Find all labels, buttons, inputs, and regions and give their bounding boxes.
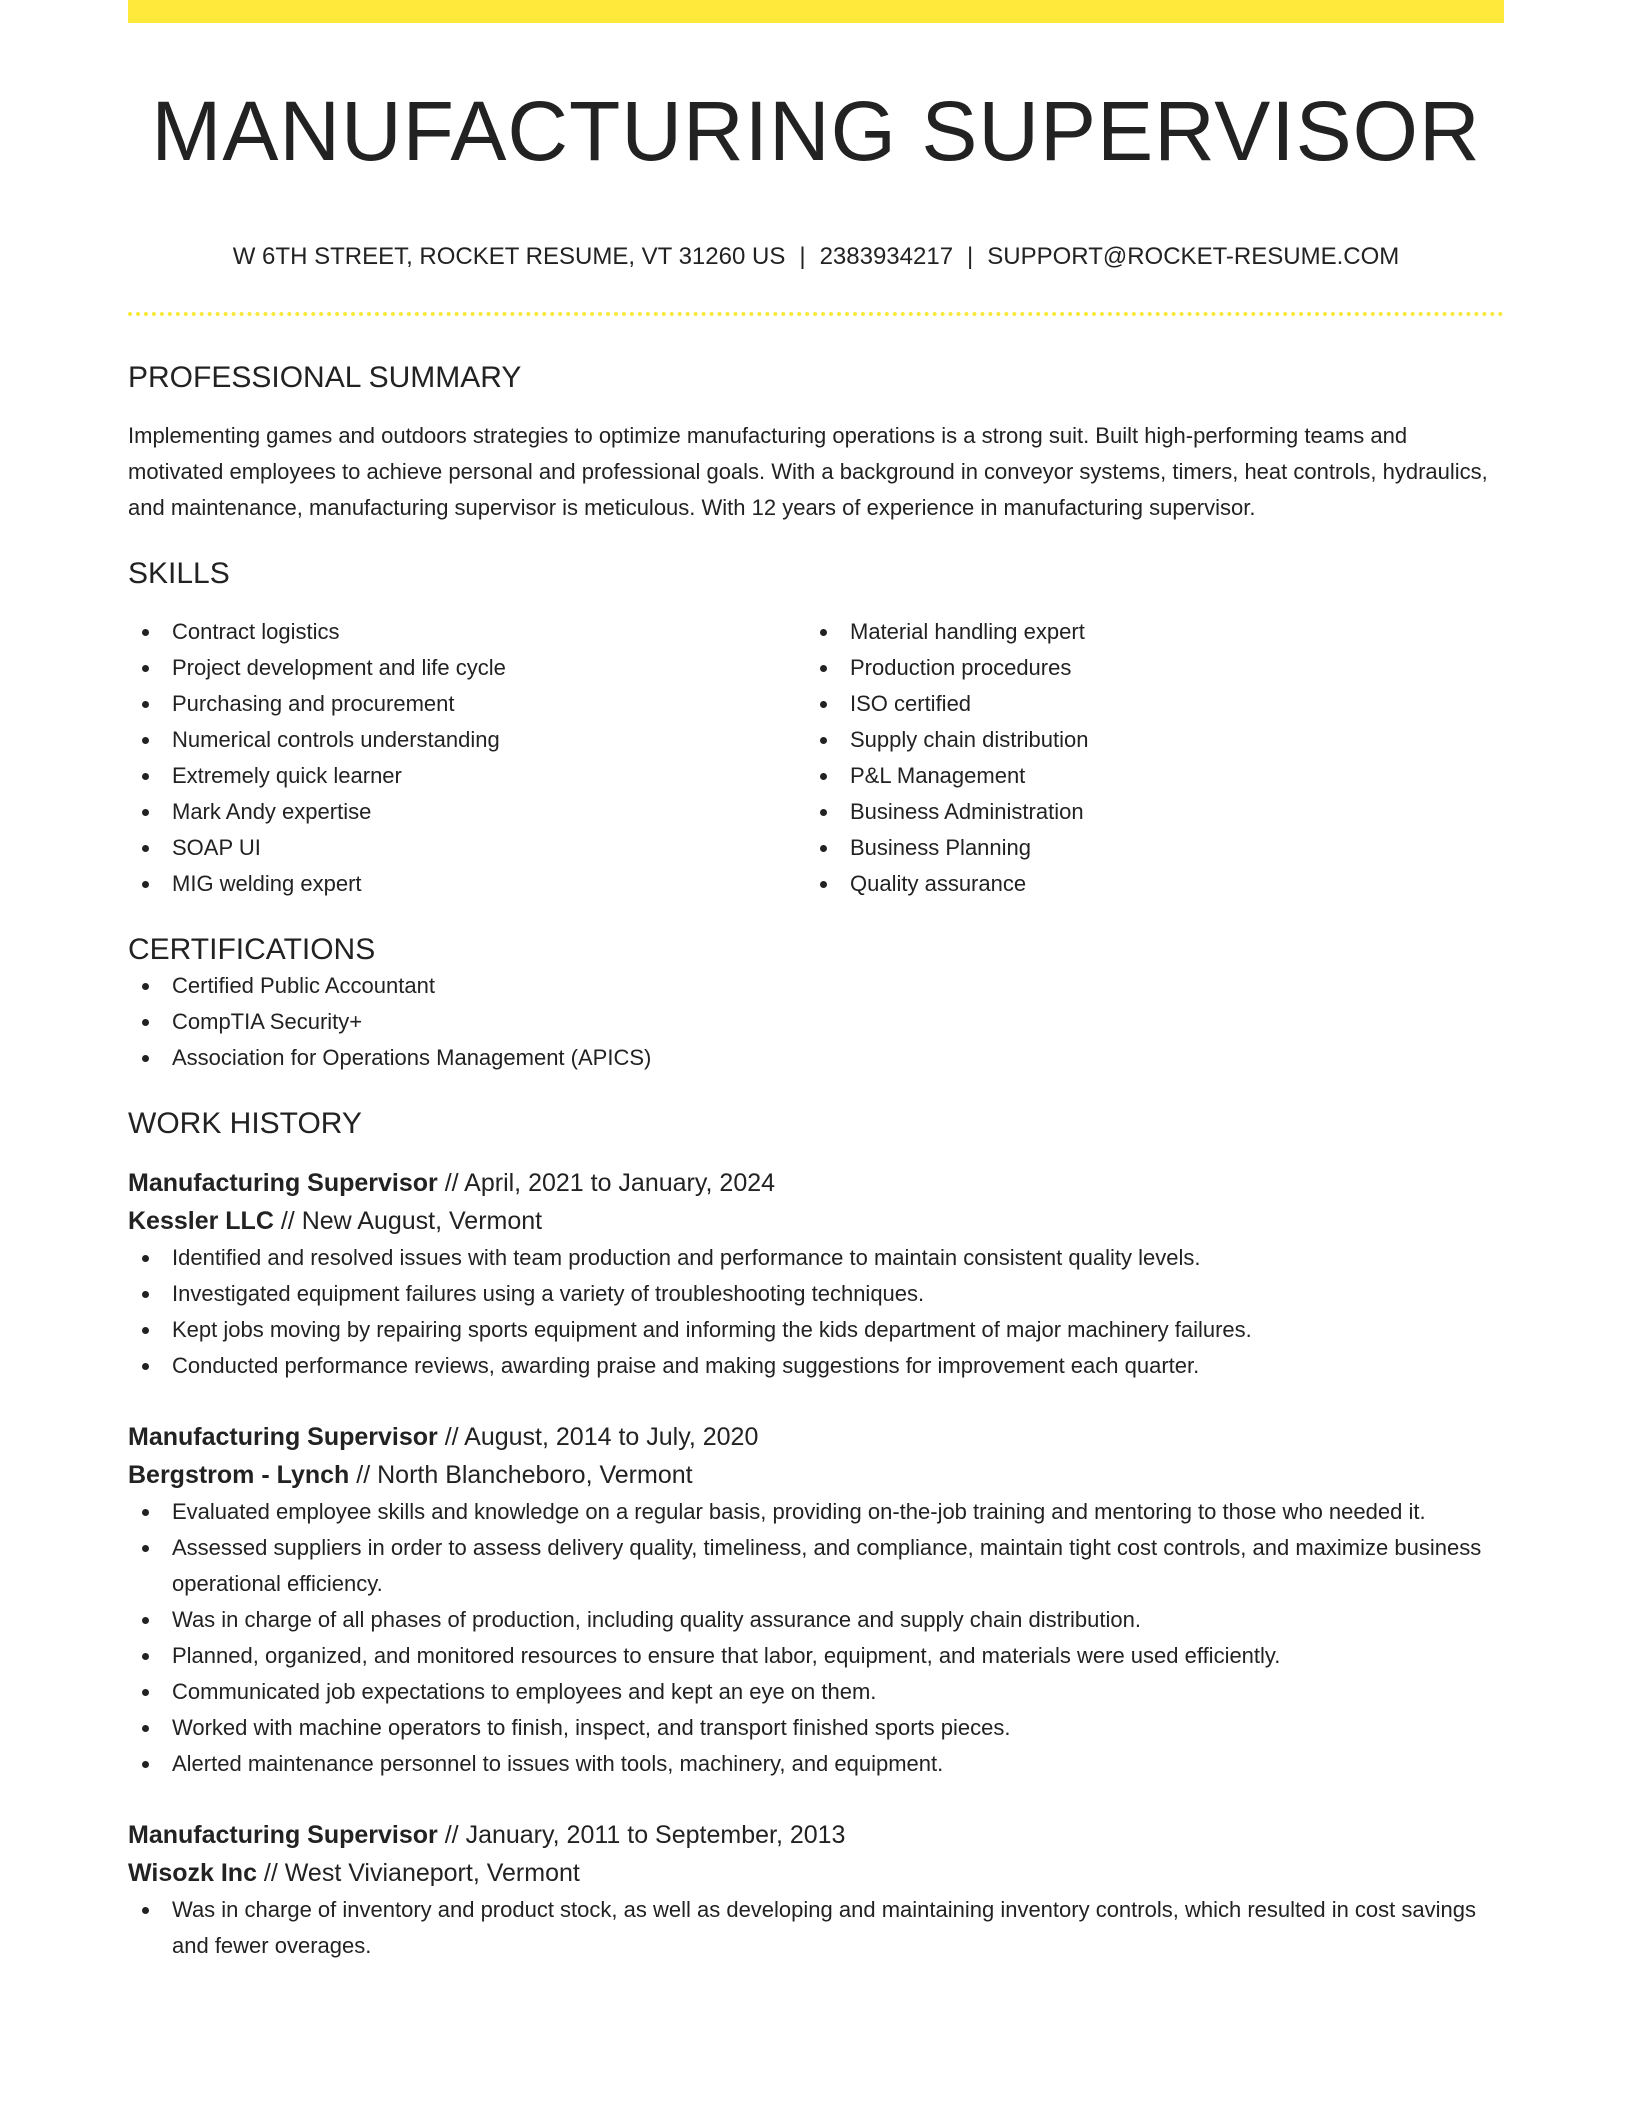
skills-list-right bbox=[806, 614, 1484, 902]
job-bullet: Identified and resolved issues with team production and performance to maintain consistent quality levels. bbox=[128, 1240, 1504, 1276]
skill-item: Business Planning bbox=[806, 830, 1484, 866]
resume-name-heading: MANUFACTURING SUPERVISOR bbox=[151, 84, 1481, 178]
contact-email: SUPPORT@ROCKET-RESUME.COM bbox=[987, 243, 1400, 271]
job-company-line: Bergstrom - Lynch // North Blancheboro, Vermont bbox=[128, 1461, 693, 1490]
skill-item: Material handling expert bbox=[806, 614, 1484, 650]
job-bullet: Conducted performance reviews, awarding praise and making suggestions for improvement each quarter. bbox=[128, 1348, 1504, 1384]
job-entry bbox=[128, 1418, 1504, 1782]
job-bullet: Assessed suppliers in order to assess delivery quality, timeliness, and compliance, maintain tight cost controls, and maximize business operational efficiency. bbox=[128, 1530, 1504, 1602]
job-bullet: Alerted maintenance personnel to issues with tools, machinery, and equipment. bbox=[128, 1746, 1504, 1782]
job-dates: April, 2021 to January, 2024 bbox=[464, 1169, 776, 1198]
job-bullet-list bbox=[128, 1892, 1504, 1964]
job-bullet-list bbox=[128, 1494, 1504, 1782]
skill-item: Production procedures bbox=[806, 650, 1484, 686]
job-entry bbox=[128, 1164, 1504, 1384]
skill-item: MIG welding expert bbox=[128, 866, 806, 902]
skills-list-left bbox=[128, 614, 806, 902]
job-company: Bergstrom - Lynch bbox=[128, 1461, 350, 1490]
certifications-section-title: CERTIFICATIONS bbox=[128, 933, 376, 967]
skill-item: Business Administration bbox=[806, 794, 1484, 830]
skills-column-left bbox=[128, 614, 806, 902]
accent-top-bar bbox=[128, 0, 1504, 23]
job-company: Kessler LLC bbox=[128, 1207, 274, 1236]
job-role: Manufacturing Supervisor bbox=[128, 1423, 438, 1452]
job-dates: August, 2014 to July, 2020 bbox=[464, 1423, 759, 1452]
job-bullet: Was in charge of inventory and product stock, as well as developing and maintaining inventory controls, which resulted in cost savings and fewer overages. bbox=[128, 1892, 1504, 1964]
job-bullet: Kept jobs moving by repairing sports equipment and informing the kids department of major machinery failures. bbox=[128, 1312, 1504, 1348]
contact-line bbox=[128, 243, 1504, 272]
job-bullet: Communicated job expectations to employees and kept an eye on them. bbox=[128, 1674, 1504, 1710]
skill-item: Project development and life cycle bbox=[128, 650, 806, 686]
job-bullet-list bbox=[128, 1240, 1504, 1384]
job-company: Wisozk Inc bbox=[128, 1859, 257, 1888]
skills-column-right bbox=[806, 614, 1484, 902]
job-location: West Vivianeport, Vermont bbox=[284, 1859, 580, 1888]
summary-paragraph: Implementing games and outdoors strategies to optimize manufacturing operations is a strong suit. Built high-performing teams and motivated employees to achieve personal and professional goals. With a background in conveyor systems, timers, heat controls, hydraulics, and maintenance, manufacturing supervisor is meticulous. With 12 years of experience in manufacturing supervisor. bbox=[128, 423, 1488, 521]
job-role: Manufacturing Supervisor bbox=[128, 1169, 438, 1198]
skill-item: Extremely quick learner bbox=[128, 758, 806, 794]
job-bullet: Planned, organized, and monitored resources to ensure that labor, equipment, and materials were used efficiently. bbox=[128, 1638, 1504, 1674]
resume-page bbox=[128, 0, 1504, 1964]
certifications-list bbox=[128, 968, 1504, 1076]
skills-section-title: SKILLS bbox=[128, 557, 230, 591]
skill-item: SOAP UI bbox=[128, 830, 806, 866]
dotted-divider bbox=[128, 312, 1504, 316]
certification-item: Association for Operations Management (APICS) bbox=[128, 1040, 1504, 1076]
job-bullet: Worked with machine operators to finish, inspect, and transport finished sports pieces. bbox=[128, 1710, 1504, 1746]
job-role-line: Manufacturing Supervisor // January, 2011 to September, 2013 bbox=[128, 1821, 846, 1850]
skill-item: ISO certified bbox=[806, 686, 1484, 722]
skill-item: Supply chain distribution bbox=[806, 722, 1484, 758]
job-company-line: Kessler LLC // New August, Vermont bbox=[128, 1207, 543, 1236]
skills-grid bbox=[128, 614, 1504, 902]
work-history-section-title: WORK HISTORY bbox=[128, 1107, 362, 1141]
job-location: North Blancheboro, Vermont bbox=[377, 1461, 693, 1490]
job-bullet: Evaluated employee skills and knowledge on a regular basis, providing on-the-job training and mentoring to those who needed it. bbox=[128, 1494, 1504, 1530]
job-bullet: Investigated equipment failures using a variety of troubleshooting techniques. bbox=[128, 1276, 1504, 1312]
skill-item: P&L Management bbox=[806, 758, 1484, 794]
skill-item: Contract logistics bbox=[128, 614, 806, 650]
skill-item: Quality assurance bbox=[806, 866, 1484, 902]
job-company-line: Wisozk Inc // West Vivianeport, Vermont bbox=[128, 1859, 580, 1888]
certification-item: Certified Public Accountant bbox=[128, 968, 1504, 1004]
skill-item: Purchasing and procurement bbox=[128, 686, 806, 722]
job-location: New August, Vermont bbox=[301, 1207, 543, 1236]
contact-phone: 2383934217 bbox=[819, 243, 954, 271]
skill-item: Mark Andy expertise bbox=[128, 794, 806, 830]
job-role: Manufacturing Supervisor bbox=[128, 1821, 438, 1850]
job-role-line: Manufacturing Supervisor // August, 2014 to July, 2020 bbox=[128, 1423, 759, 1452]
contact-address: W 6TH STREET, ROCKET RESUME, VT 31260 US bbox=[232, 243, 786, 271]
summary-section-title: PROFESSIONAL SUMMARY bbox=[128, 361, 522, 395]
skill-item: Numerical controls understanding bbox=[128, 722, 806, 758]
contact-separator: | bbox=[799, 243, 806, 271]
job-entry bbox=[128, 1816, 1504, 1964]
job-dates: January, 2011 to September, 2013 bbox=[465, 1821, 846, 1850]
certification-item: CompTIA Security+ bbox=[128, 1004, 1504, 1040]
contact-separator: | bbox=[967, 243, 974, 271]
job-bullet: Was in charge of all phases of production, including quality assurance and supply chain distribution. bbox=[128, 1602, 1504, 1638]
job-role-line: Manufacturing Supervisor // April, 2021 to January, 2024 bbox=[128, 1169, 776, 1198]
